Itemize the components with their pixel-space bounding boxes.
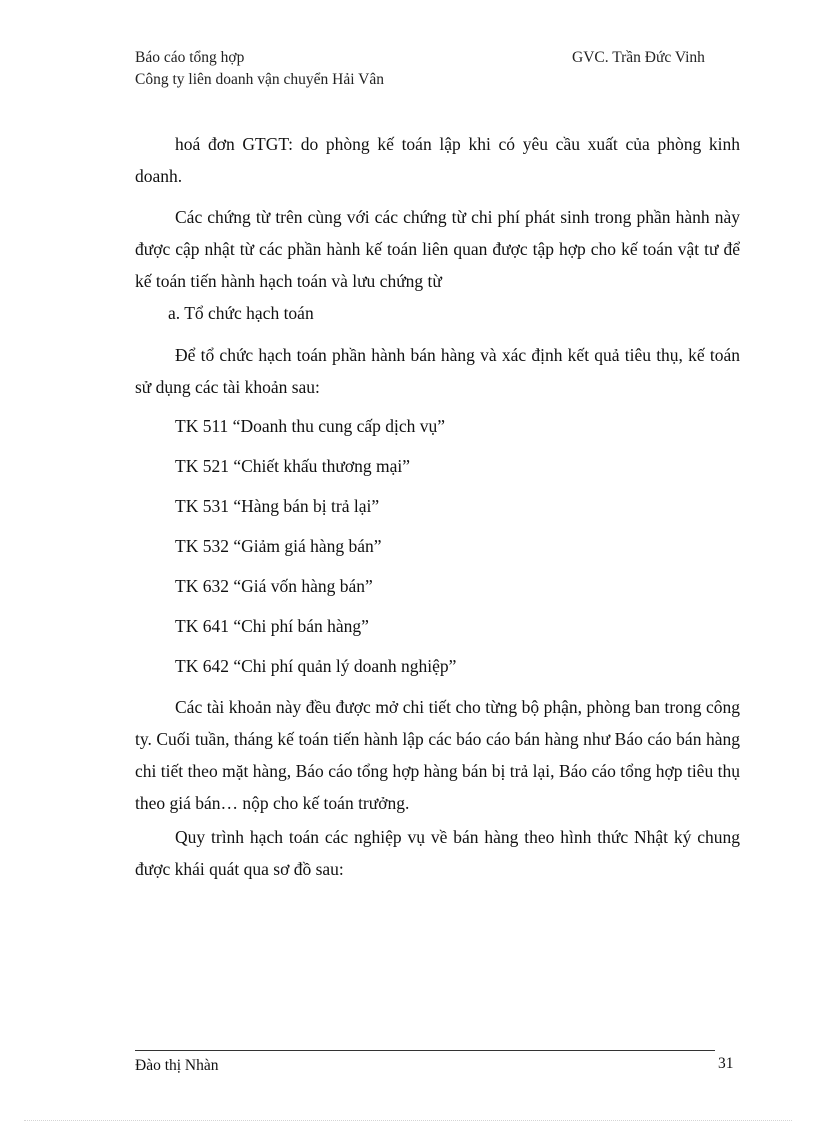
page-edge-divider [24,1120,792,1121]
paragraph-text: hoá đơn GTGT: do phòng kế toán lập khi có yêu cầu xuất của phòng kinh doanh. [135,134,740,186]
footer-divider [135,1050,715,1051]
paragraph-text: Quy trình hạch toán các nghiệp vụ về bán hàng theo hình thức Nhật ký chung được khái quát qua sơ đồ sau: [135,827,740,879]
account-item: TK 532 “Giảm giá hàng bán” [175,536,382,556]
paragraph-accounts-intro [135,339,740,403]
paragraph-documents [135,201,740,297]
footer-author-name: Đào thị Nhàn [135,1057,219,1074]
account-item: TK 521 “Chiết khấu thương mại” [175,456,411,476]
header-report-title: Báo cáo tổng hợp [135,49,245,66]
account-item: TK 641 “Chi phí bán hàng” [175,616,369,636]
page-number: 31 [718,1055,734,1072]
account-item: TK 642 “Chi phí quản lý doanh nghiệp” [175,656,457,676]
paragraph-text: Để tổ chức hạch toán phần hành bán hàng và xác định kết quả tiêu thụ, kế toán sử dụng các tài khoản sau: [135,345,740,397]
paragraph-process [135,821,740,885]
account-item: TK 531 “Hàng bán bị trả lại” [175,496,380,516]
paragraph-text: Các tài khoản này đều được mở chi tiết cho từng bộ phận, phòng ban trong công ty. Cuối tuần, tháng kế toán tiến hành lập các báo cáo bán hàng như Báo cáo bán hàng chi tiết theo mặt hàng, Báo cáo tổng hợp hàng bán bị trả lại, Báo cáo tổng hợp tiêu thụ theo giá bán… nộp cho kế toán trưởng. [135,697,740,813]
paragraph-reports [135,691,740,819]
paragraph-text: Các chứng từ trên cùng với các chứng từ chi phí phát sinh trong phần hành này được cập nhật từ các phần hành kế toán liên quan được tập hợp cho kế toán vật tư để kế toán tiến hành hạch toán và lưu chứng từ [135,207,740,291]
header-author: GVC. Trần Đức Vinh [572,49,705,66]
header-company: Công ty liên doanh vận chuyển Hải Vân [135,71,384,88]
paragraph-invoice [135,128,740,192]
account-item: TK 511 “Doanh thu cung cấp dịch vụ” [175,416,446,436]
account-item: TK 632 “Giá vốn hàng bán” [175,576,373,596]
section-heading-a: a. Tổ chức hạch toán [168,303,314,323]
